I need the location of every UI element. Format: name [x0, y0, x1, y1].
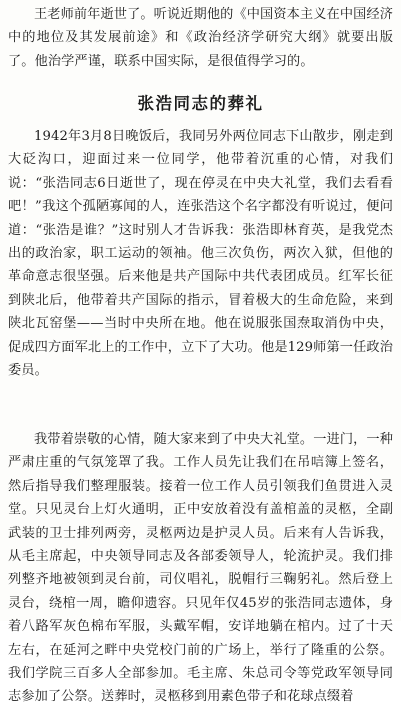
article-title: 张浩同志的葬礼	[137, 94, 264, 113]
intro-paragraph: 王老师前年逝世了。听说近期他的《中国资本主义在中国经济中的地位及其发展前途》和《政治经济学研究大纲》就要出版了。他治学严谨，联系中国实际，是很值得学习的。	[8, 7, 393, 69]
article-paragraph-2: 我带着崇敬的心情，随大家来到了中央大礼堂。一进门，一种严肃庄重的气氛笼罩了我。工作人员先让我们在吊唁簿上签名，然后指导我们整理服装。接着一位工作人员引领我们鱼贯进入灵堂。只见灵台上灯火通明，正中安放着没有盖棺盖的灵柩，全副武装的卫士排列两旁，灵柩两边是护灵人员。后来有人告诉我，从毛主席起，中央领导同志及各部委领导人，轮流护灵。我们排列整齐地被领到灵台前，司仪唱礼，脱帽行三鞠躬礼。然后登上灵台，绕棺一周，瞻仰遗容。只见年仅45岁的张浩同志遗体，身着八路军灰色棉布军服，头戴军帽，安详地躺在棺内。过了十天左右，在延河之畔中央党校门前的广场上，举行了隆重的公祭。我们学院三百多人全部参加。毛主席、朱总司令等党政军领导同志参加了公祭。送葬时，灵柩移到用素色带子和花球点缀着	[8, 432, 393, 705]
article-paragraph-1: 1942年3月8日晚饭后，我同另外两位同志下山散步，刚走到大砭沟口，迎面过来一位同学，他带着沉重的心情，对我们说：“张浩同志6日逝世了，现在停灵在中央大礼堂，我们去看看吧！”我这个孤陋寡闻的人，连张浩这个名字都没有听说过，便问道：“张浩是谁？”这时别人才告诉我：张浩即林育英，是我党杰出的政治家，职工运动的领袖。他三次负伤，两次入狱，但他的革命意志很坚强。后来他是共产国际中共代表团成员。红军长征到陕北后，他带着共产国际的指示，冒着极大的生命危险，来到陕北瓦窑堡——当时中央所在地。他在说服张国焘取消伪中央，促成四方面军北上的工作中，立下了大功。他是129师第一任政治委员。	[8, 129, 393, 379]
